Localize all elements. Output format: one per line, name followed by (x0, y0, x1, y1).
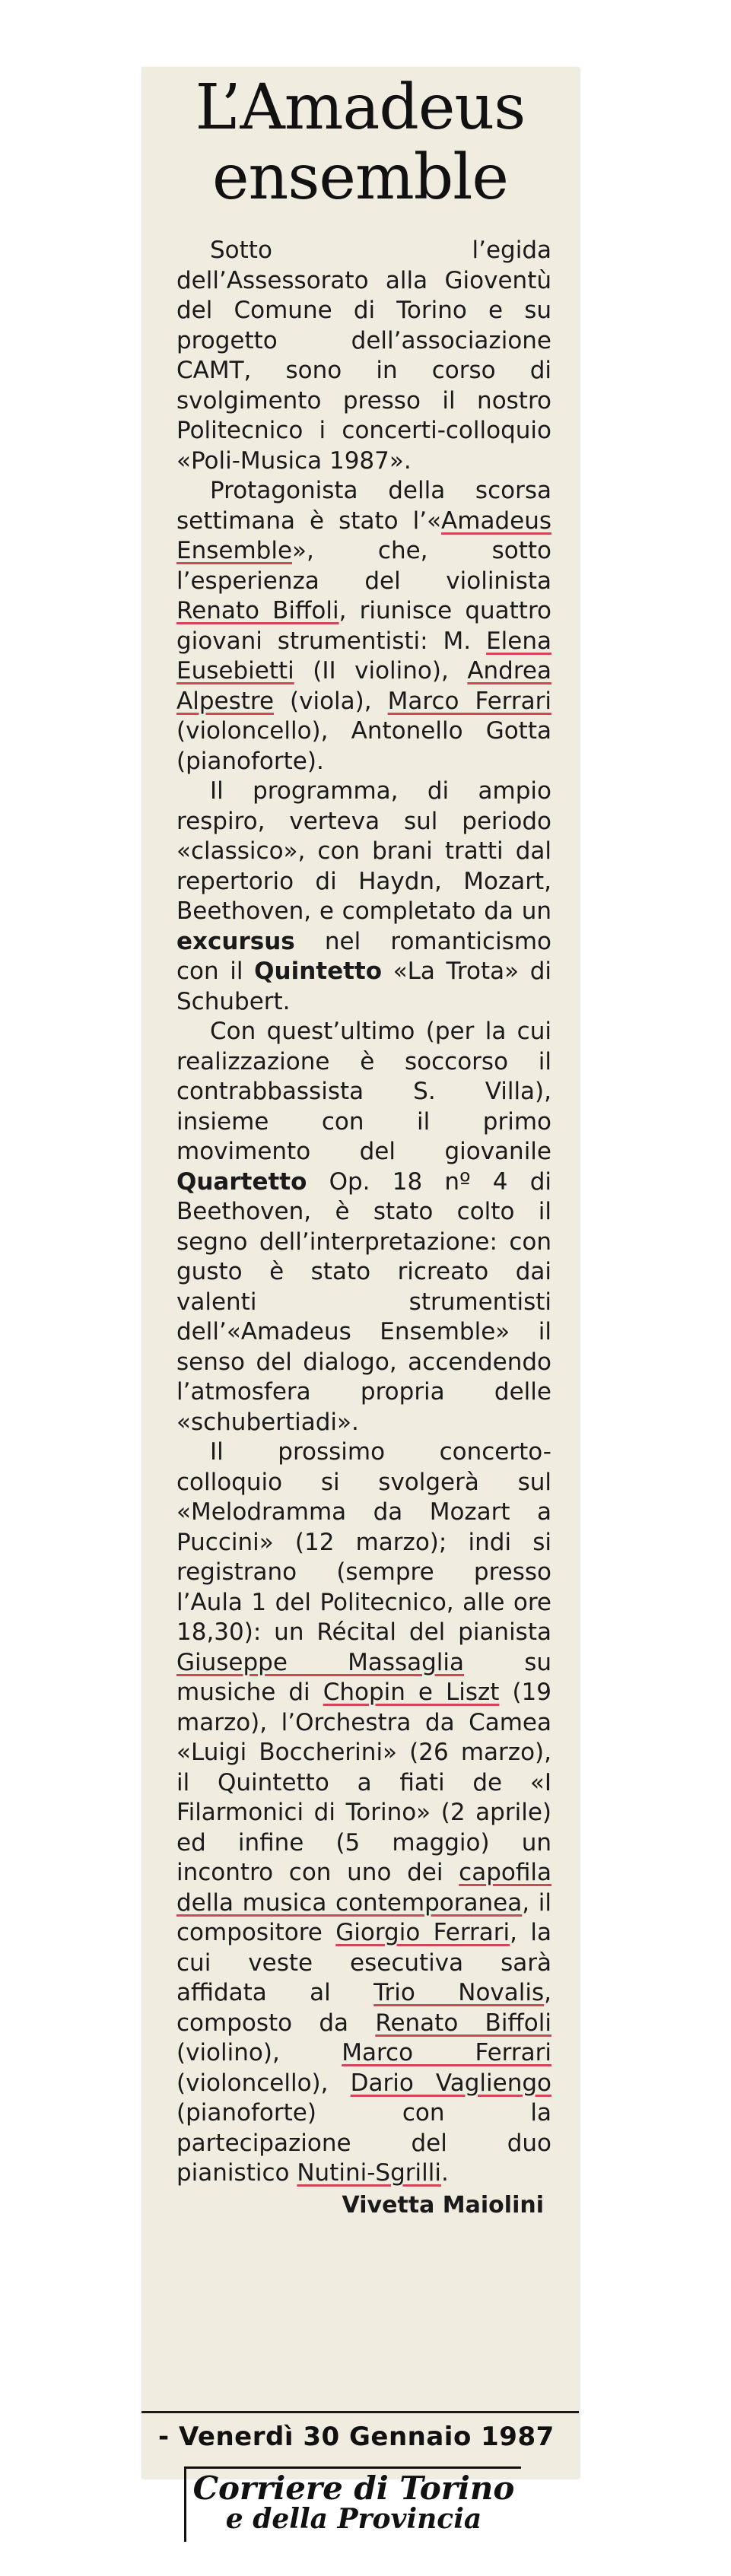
article-paragraph (176, 777, 551, 1017)
date-rule (141, 2411, 579, 2413)
text-run: Con quest’ultimo (per la cui realizzazione è soccorso il contrabbassista S. Villa), insieme con il primo movimento del giovanile (176, 1018, 551, 1165)
bold-term: Quartetto (176, 1167, 307, 1196)
text-run: (violoncello), (176, 2069, 351, 2097)
article-paragraph (176, 1017, 551, 1437)
underlined-name: Giorgio Ferrari (335, 1919, 510, 1946)
underlined-name: Giuseppe Massaglia (176, 1648, 465, 1676)
text-run: (19 marzo), l’Orchestra da Camea «Luigi Boccherini» (26 marzo), il Quintetto a fiati de «I Filarmonici di Torino» (2 aprile) ed infine (5 maggio) un incontro con uno dei (176, 1679, 551, 1886)
text-run: Il prossimo concerto-colloquio si svolgerà sul «Melodramma da Mozart a Puccini» (12 marzo); indi si registrano (sempre presso l’Aula 1 del Politecnico, alle ore 18,30): un Récital del pianista (176, 1438, 551, 1646)
text-run: nel romanticismo con il (176, 927, 551, 985)
text-run: Op. 18 nº 4 di Beethoven, è stato colto il segno dell’interpretazione: con gusto è stato ricreato dai valenti strumentisti dell’«Amadeus Ensemble» il senso del dialogo, accendendo l’atmosfera propria delle «schubertiadi». (176, 1167, 551, 1436)
text-run: «La Trota» di Schubert. (176, 958, 552, 1015)
headline-line-2: ensemble (212, 141, 508, 214)
text-run: , la cui veste esecutiva sarà affidata al (176, 1919, 551, 2006)
article-paragraph (176, 476, 551, 777)
text-run: », che, sotto l’esperienza del violinista (176, 537, 551, 595)
text-run: Protagonista della scorsa settimana è stato l’« (176, 477, 551, 535)
text-run: su musiche di (176, 1648, 552, 1706)
text-run: , il compositore (176, 1888, 552, 1946)
text-run: Sotto l’egida dell’Assessorato alla Gioventù del Comune di Torino e su progetto dell’associazione CAMT, sono in corso di svolgimento presso il nostro Politecnico i concerti-colloquio «Poli-Musica 1987». (176, 237, 551, 475)
article-body (141, 213, 579, 2220)
newspaper-clipping (141, 67, 579, 2535)
article-paragraph (176, 1437, 551, 2189)
masthead-line-1: Corriere di Torino (192, 2470, 515, 2507)
underlined-name: Renato Biffoli (375, 2009, 551, 2037)
text-run: Il programma, di ampio respiro, verteva sul periodo «classico», con brani tratti dal repertorio di Haydn, Mozart, Beethoven, e completato da un (176, 777, 551, 925)
author-signature: Vivetta Maiolini (342, 2191, 544, 2219)
text-run: (viola), (274, 687, 388, 715)
article-paragraph (176, 236, 551, 476)
underlined-name: Renato Biffoli (176, 597, 339, 624)
underlined-name: Marco Ferrari (387, 687, 551, 715)
bold-term: excursus (176, 927, 295, 955)
text-run: (pianoforte) con la partecipazione del duo pianistico (176, 2099, 551, 2187)
newspaper-masthead (184, 2466, 521, 2542)
article-headline (141, 73, 579, 213)
bold-term: Quintetto (254, 958, 383, 985)
text-run: , riunisce quattro giovani strumentisti: M. (176, 597, 551, 655)
masthead-line-2: e della Provincia (225, 2503, 482, 2535)
underlined-name: Chopin e Liszt (323, 1679, 500, 1706)
underlined-name: Trio Novalis (373, 1979, 545, 2006)
headline-line-1: L’Amadeus (195, 71, 526, 144)
text-run: (violino), (176, 2039, 342, 2066)
underlined-name: Nutini-Sgrilli (297, 2159, 441, 2187)
text-run: , composto da (176, 1979, 551, 2037)
text-run: (violoncello), Antonello Gotta (pianoforte). (176, 717, 551, 775)
underlined-name: capofila della musica contemporanea (176, 1859, 551, 1917)
underlined-name: Dario Vagliengo (350, 2069, 551, 2097)
underlined-name: Amadeus Ensemble (176, 507, 551, 564)
text-run: (II violino), (294, 657, 468, 684)
underlined-name: Andrea Alpestre (176, 657, 551, 715)
underlined-name: Elena Eusebietti (176, 627, 551, 684)
underlined-name: Marco Ferrari (342, 2039, 551, 2066)
text-run: . (440, 2159, 449, 2187)
publication-date: - Venerdì 30 Gennaio 1987 (158, 2422, 555, 2452)
article-paragraphs (176, 236, 551, 2189)
